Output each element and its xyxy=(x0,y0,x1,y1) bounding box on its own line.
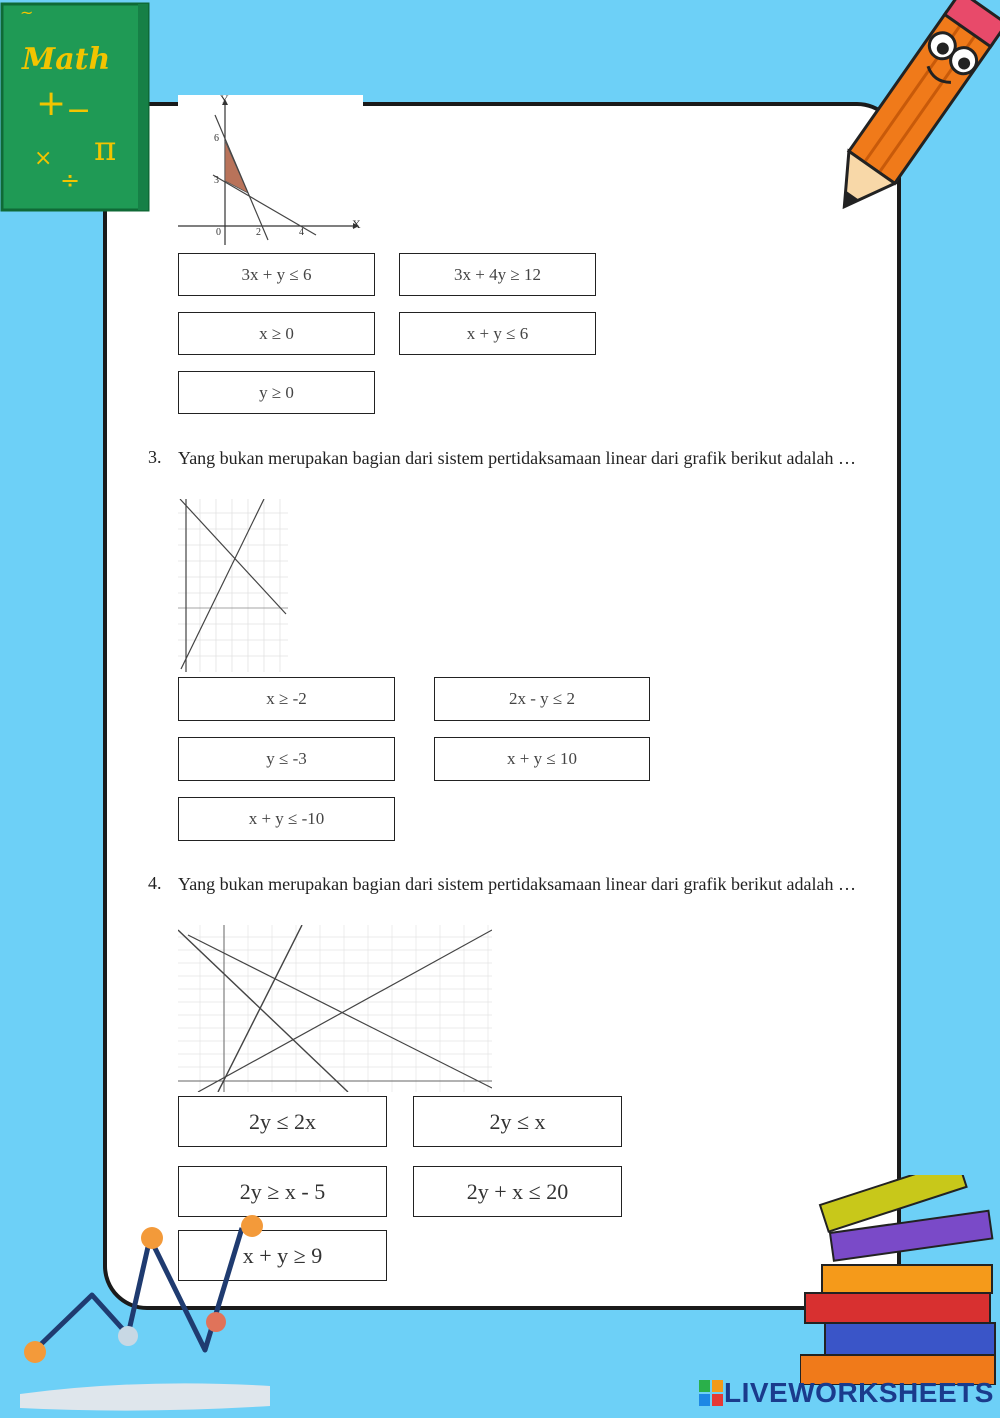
svg-text:−: − xyxy=(66,93,92,128)
q2-tick-y: 6 xyxy=(214,133,219,144)
q3-number: 3. xyxy=(148,447,162,467)
liveworksheets-logo-icon xyxy=(698,1379,724,1407)
svg-text:π: π xyxy=(94,129,117,169)
book-title: Math xyxy=(22,42,111,77)
liveworksheets-logo xyxy=(698,1377,994,1409)
q2-tick-y: 3 xyxy=(214,175,219,186)
q3-option[interactable]: x + y ≤ 10 xyxy=(434,737,650,781)
q3-option[interactable]: x + y ≤ -10 xyxy=(178,797,395,841)
q4-option[interactable]: 2y ≥ x - 5 xyxy=(178,1166,387,1217)
q2-y-axis-label: Y xyxy=(220,92,229,106)
q4-option[interactable]: 2y + x ≤ 20 xyxy=(413,1166,622,1217)
math-book-decoration xyxy=(0,0,152,212)
q2-tick-x: 0 xyxy=(216,227,221,238)
q4-option[interactable]: 2y ≤ 2x xyxy=(178,1096,387,1147)
q2-option[interactable]: x + y ≤ 6 xyxy=(399,312,596,355)
q4-option[interactable]: x + y ≥ 9 xyxy=(178,1230,387,1281)
q3-option[interactable]: y ≤ -3 xyxy=(178,737,395,781)
svg-text:+: + xyxy=(36,83,67,124)
svg-text:÷: ÷ xyxy=(60,166,81,194)
q4-text: Yang bukan merupakan bagian dari sistem pertidaksamaan linear dari grafik berikut adalah … xyxy=(178,874,856,894)
q2-graph xyxy=(178,92,363,250)
q3-text: Yang bukan merupakan bagian dari sistem pertidaksamaan linear dari grafik berikut adalah … xyxy=(178,448,856,468)
q2-option[interactable]: y ≥ 0 xyxy=(178,371,375,414)
q2-option[interactable]: 3x + y ≤ 6 xyxy=(178,253,375,296)
q2-option[interactable]: x ≥ 0 xyxy=(178,312,375,355)
line-doodle-decoration xyxy=(0,1210,290,1413)
q2-tick-x: 2 xyxy=(256,227,261,238)
brand-name: LIVEWORKSHEETS xyxy=(724,1377,994,1408)
q3-option[interactable]: x ≥ -2 xyxy=(178,677,395,721)
q4-number: 4. xyxy=(148,873,162,893)
q2-option[interactable]: 3x + 4y ≥ 12 xyxy=(399,253,596,296)
svg-text:×: × xyxy=(34,146,53,171)
pencil-decoration xyxy=(822,0,1000,220)
q4-option[interactable]: 2y ≤ x xyxy=(413,1096,622,1147)
book-stack-decoration xyxy=(800,1175,1000,1385)
svg-text:~: ~ xyxy=(20,3,34,22)
q3-option[interactable]: 2x - y ≤ 2 xyxy=(434,677,650,721)
q2-tick-x: 4 xyxy=(299,227,304,238)
q4-graph xyxy=(178,925,492,1092)
q3-graph xyxy=(178,499,288,672)
q2-x-axis-label: X xyxy=(352,217,361,231)
